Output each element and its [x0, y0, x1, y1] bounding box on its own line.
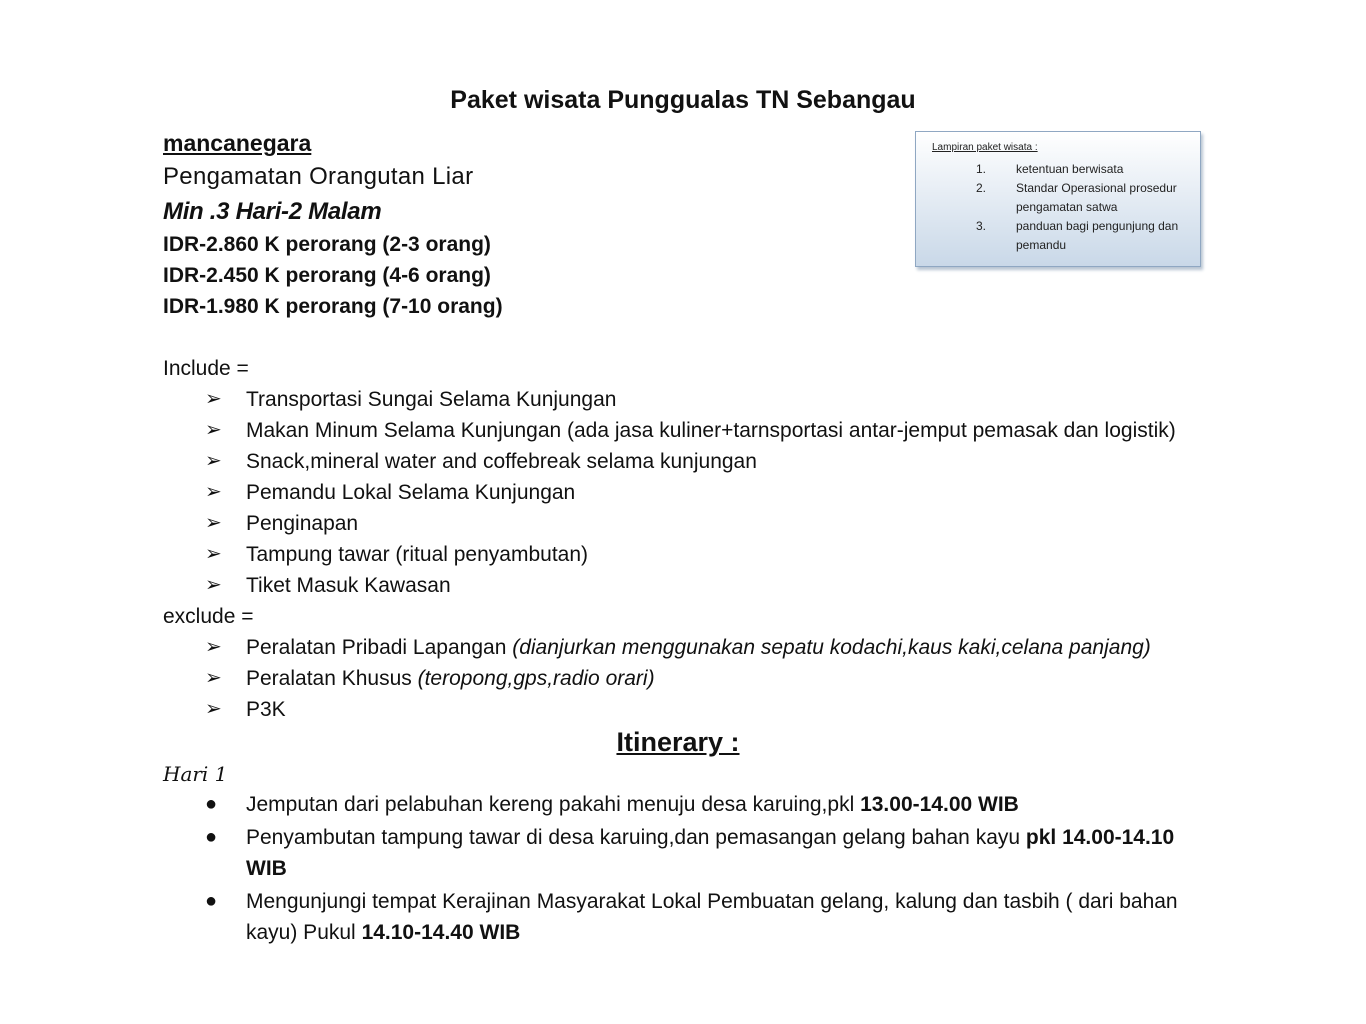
price-line: IDR-2.450 K perorang (4-6 orang)	[163, 264, 491, 287]
itinerary-item-time: 14.10-14.40 WIB	[361, 921, 521, 944]
include-item	[163, 384, 1213, 415]
exclude-item-text: Peralatan Pribadi Lapangan	[246, 636, 513, 659]
attachment-item-number: 2.	[976, 181, 987, 195]
include-item-text: Penginapan	[246, 512, 359, 535]
attachment-item-number: 1.	[976, 162, 987, 176]
itinerary-item	[163, 789, 1213, 820]
exclude-item-text: P3K	[246, 698, 286, 721]
exclude-list	[163, 632, 1213, 725]
package-summary	[163, 127, 923, 322]
arrow-bullet-icon: ➢	[205, 481, 222, 503]
exclude-item	[163, 663, 1213, 694]
itinerary-item-text: Jemputan dari pelabuhan kereng pakahi menuju desa karuing,pkl	[246, 793, 861, 816]
itinerary-item	[163, 822, 1213, 884]
itinerary-item-text: Mengunjungi tempat Kerajinan Masyarakat Lokal Pembuatan gelang, kalung dan tasbih ( dari bahan kayu) Pukul	[246, 890, 1178, 944]
attachment-item	[916, 179, 1202, 217]
include-item	[163, 539, 1213, 570]
include-item	[163, 508, 1213, 539]
include-item-text: Pemandu Lokal Selama Kunjungan	[246, 481, 576, 504]
exclude-item-note: (teropong,gps,radio orari)	[417, 667, 655, 690]
exclude-item-text: Peralatan Khusus	[246, 667, 418, 690]
include-item	[163, 446, 1213, 477]
package-name: Pengamatan Orangutan Liar	[163, 163, 474, 190]
attachment-item-text: Standar Operasional prosedur pengamatan satwa	[1016, 181, 1177, 214]
include-item-text: Transportasi Sungai Selama Kunjungan	[246, 388, 617, 411]
itinerary-item-time: 13.00-14.00 WIB	[860, 793, 1019, 816]
itinerary-title: Itinerary :	[616, 727, 740, 757]
include-label: Include =	[163, 357, 249, 380]
document-title: Paket wisata Punggualas TN Sebangau	[450, 86, 916, 114]
arrow-bullet-icon: ➢	[205, 574, 222, 596]
package-details	[163, 353, 1213, 950]
include-item-text: Snack,mineral water and coffebreak selama kunjungan	[246, 450, 757, 473]
include-item	[163, 415, 1213, 446]
include-item-text: Makan Minum Selama Kunjungan (ada jasa kuliner+tarnsportasi antar-jemput pemasak dan logistik)	[246, 419, 1176, 442]
itinerary-item-time: pkl 14.00-14.10 WIB	[246, 826, 1175, 880]
package-duration: Min .3 Hari-2 Malam	[163, 198, 382, 225]
attachment-item-text: panduan bagi pengunjung dan pemandu	[1016, 219, 1179, 252]
price-line: IDR-2.860 K perorang (2-3 orang)	[163, 233, 491, 256]
arrow-bullet-icon: ➢	[205, 636, 222, 658]
exclude-item	[163, 632, 1213, 663]
itinerary-item	[163, 886, 1213, 948]
include-item	[163, 477, 1213, 508]
arrow-bullet-icon: ➢	[205, 419, 222, 441]
attachment-item-text: ketentuan berwisata	[1016, 162, 1124, 176]
arrow-bullet-icon: ➢	[205, 450, 222, 472]
exclude-item-note: (dianjurkan menggunakan sepatu kodachi,kaus kaki,celana panjang)	[512, 636, 1151, 659]
itinerary-list	[163, 789, 1213, 948]
market-label: mancanegara	[163, 130, 312, 156]
arrow-bullet-icon: ➢	[205, 667, 222, 689]
bullet-dot-icon: ●	[205, 826, 218, 848]
day-label: Hari 1	[163, 762, 228, 786]
itinerary-item-text: Penyambutan tampung tawar di desa karuing,dan pemasangan gelang bahan kayu	[246, 826, 1026, 849]
bullet-dot-icon: ●	[205, 890, 218, 912]
arrow-bullet-icon: ➢	[205, 388, 222, 410]
attachment-item	[916, 160, 1202, 179]
include-item	[163, 570, 1213, 601]
attachment-list	[916, 160, 1202, 255]
include-item-text: Tiket Masuk Kawasan	[246, 574, 451, 597]
include-list	[163, 384, 1213, 601]
arrow-bullet-icon: ➢	[205, 698, 222, 720]
attachment-title: Lampiran paket wisata :	[932, 142, 1038, 153]
attachment-box	[915, 131, 1201, 267]
bullet-dot-icon: ●	[205, 793, 218, 815]
attachment-item	[916, 217, 1202, 255]
price-line: IDR-1.980 K perorang (7-10 orang)	[163, 295, 503, 318]
exclude-label: exclude =	[163, 605, 254, 628]
include-item-text: Tampung tawar (ritual penyambutan)	[246, 543, 589, 566]
attachment-item-number: 3.	[976, 219, 987, 233]
arrow-bullet-icon: ➢	[205, 543, 222, 565]
arrow-bullet-icon: ➢	[205, 512, 222, 534]
exclude-item	[163, 694, 1213, 725]
